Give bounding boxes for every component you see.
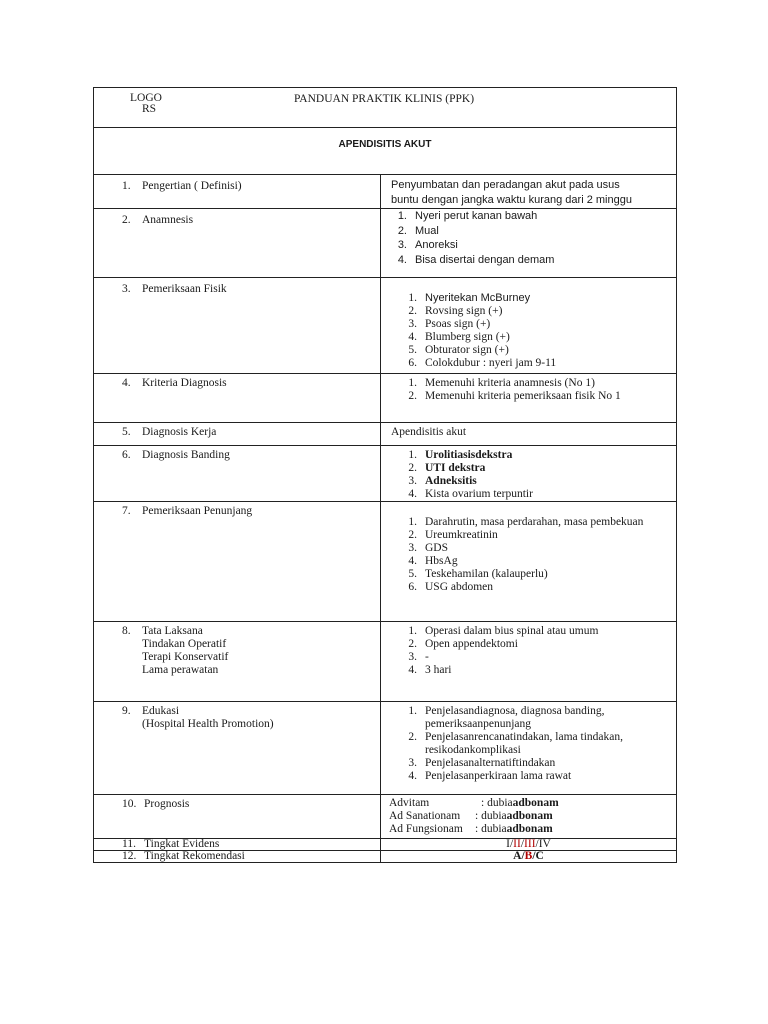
label-cell — [94, 702, 381, 795]
prognosis-fungsionam: Ad Fungsionam : dubia adbonam — [389, 823, 553, 835]
value-cell — [381, 278, 677, 374]
row-anamnesis — [94, 209, 677, 278]
list-item: 2. Memenuhi kriteria pemeriksaan fisik No 1 — [408, 390, 621, 402]
label-cell — [94, 278, 381, 374]
section-title: APENDISITIS AKUT — [94, 128, 677, 175]
list-item: 1. Nyeritekan McBurney — [408, 292, 531, 304]
list-item: 2. Mual — [397, 224, 439, 237]
list-item: 2. Open appendektomi — [408, 638, 518, 650]
list-item: 3. - — [408, 651, 429, 663]
row-label: Tata Laksana — [142, 625, 203, 637]
row-diagnosis-banding — [94, 446, 677, 502]
row-number: 1. — [122, 180, 131, 192]
row-pengertian — [94, 175, 677, 209]
row-pemeriksaan-fisik — [94, 278, 677, 374]
label-cell — [94, 209, 381, 278]
row-tata-laksana — [94, 622, 677, 702]
row-sublabel: Tindakan Operatif — [142, 638, 227, 650]
penunjang-list — [381, 516, 676, 594]
row-label: Pemeriksaan Penunjang — [142, 505, 253, 517]
row-kriteria-diagnosis — [94, 374, 677, 423]
row-label: Tingkat Rekomendasi — [144, 850, 245, 862]
label-cell — [94, 175, 381, 209]
row-number: 4. — [122, 377, 131, 389]
label-cell — [94, 839, 381, 851]
row-sublabel: Terapi Konservatif — [142, 651, 229, 663]
logo-text: LOGO — [130, 92, 162, 104]
list-item: 5. Teskehamilan (kalauperlu) — [408, 568, 548, 580]
anamnesis-list — [381, 209, 676, 267]
ppk-table — [93, 87, 677, 863]
row-tingkat-rekomendasi — [94, 851, 677, 863]
list-item: 2. Penjelasanrencanatindakan, lama tindakan, resikodankomplikasi — [408, 731, 623, 756]
prognosis-vitam: Advitam : dubia adbonam — [389, 797, 559, 809]
evidens-value: I/II/III/IV — [381, 839, 677, 851]
rekomendasi-value: A/B/C — [381, 851, 677, 863]
list-item: 4. Penjelasanperkiraan lama rawat — [408, 770, 572, 782]
list-item: 1. Urolitiasisdekstra — [408, 449, 513, 461]
tatalaksana-list — [381, 625, 676, 677]
label-cell — [94, 795, 381, 839]
row-label: Diagnosis Kerja — [142, 426, 217, 438]
row-pemeriksaan-penunjang — [94, 502, 677, 622]
banding-list — [381, 449, 676, 501]
row-label: Edukasi — [142, 705, 180, 717]
logo-placeholder — [94, 88, 162, 115]
label-cell — [94, 502, 381, 622]
label-cell — [94, 446, 381, 502]
value-cell — [381, 795, 677, 839]
label-cell — [94, 374, 381, 423]
label-cell — [94, 622, 381, 702]
label-cell — [94, 851, 381, 863]
list-item: 6. Colokdubur : nyeri jam 9-11 — [408, 357, 557, 369]
list-item: 1. Penjelasandiagnosa, diagnosa banding, pemeriksaanpenunjang — [408, 705, 605, 730]
fisik-list — [381, 292, 676, 370]
value-cell — [381, 446, 677, 502]
value-cell — [381, 702, 677, 795]
list-item: 3. Psoas sign (+) — [408, 318, 491, 330]
list-item: 4. 3 hari — [408, 664, 452, 676]
row-prognosis — [94, 795, 677, 839]
row-number: 8. — [122, 625, 131, 637]
row-number: 10. — [122, 798, 137, 810]
list-item: 2. Ureumkreatinin — [408, 529, 498, 541]
header-row — [94, 88, 677, 128]
row-edukasi — [94, 702, 677, 795]
hospital-abbrev: RS — [142, 103, 157, 115]
row-tingkat-evidens — [94, 839, 677, 851]
value-cell — [381, 209, 677, 278]
value-cell — [381, 374, 677, 423]
value-cell — [381, 622, 677, 702]
row-sublabel: (Hospital Health Promotion) — [142, 718, 274, 730]
row-label: Pengertian ( Definisi) — [142, 180, 242, 192]
list-item: 6. USG abdomen — [408, 581, 494, 593]
list-item: 5. Obturator sign (+) — [408, 344, 509, 356]
list-item: 3. GDS — [408, 542, 449, 554]
list-item: 4. Kista ovarium terpuntir — [408, 488, 533, 500]
list-item: 3. Adneksitis — [408, 475, 477, 487]
label-cell — [94, 423, 381, 446]
list-item: 1. Memenuhi kriteria anamnesis (No 1) — [408, 377, 595, 389]
evidens-highlight: III — [524, 838, 536, 850]
value-cell — [381, 502, 677, 622]
row-number: 11. — [122, 838, 136, 850]
edukasi-list — [381, 705, 676, 783]
row-label: Anamnesis — [142, 214, 194, 226]
list-item: 1. Operasi dalam bius spinal atau umum — [408, 625, 599, 637]
ppk-document — [93, 87, 676, 863]
list-item: 4. HbsAg — [408, 555, 458, 567]
kriteria-list — [381, 377, 676, 403]
list-item: 3. Penjelasanalternatiftindakan — [408, 757, 556, 769]
list-item: 1. Nyeri perut kanan bawah — [397, 210, 538, 222]
value-cell — [381, 175, 677, 209]
section-title-row — [94, 128, 677, 175]
list-item: 4. Blumberg sign (+) — [408, 331, 510, 343]
row-number: 9. — [122, 705, 131, 717]
list-item: 2. UTI dekstra — [408, 462, 486, 474]
row-number: 6. — [122, 449, 131, 461]
row-number: 2. — [122, 214, 131, 226]
list-item: 4. Bisa disertai dengan demam — [397, 253, 555, 266]
row-diagnosis-kerja — [94, 423, 677, 446]
value-cell — [381, 423, 677, 446]
row-number: 3. — [122, 283, 131, 295]
rekomendasi-highlight: B — [524, 850, 533, 862]
prognosis-sanationam: Ad Sanationam : dubia adbonam — [389, 810, 553, 822]
row-number: 5. — [122, 426, 131, 438]
document-title: PANDUAN PRAKTIK KLINIS (PPK) — [293, 93, 475, 105]
row-label: Prognosis — [144, 798, 190, 810]
list-item: 3. Anoreksi — [397, 239, 458, 251]
row-label: Diagnosis Banding — [142, 449, 230, 461]
diagnosis-kerja-value: Apendisitis akut — [391, 426, 467, 438]
row-number: 12. — [122, 850, 137, 862]
list-item: 1. Darahrutin, masa perdarahan, masa pembekuan — [408, 516, 644, 528]
row-number: 7. — [122, 505, 131, 517]
row-label: Kriteria Diagnosis — [142, 377, 227, 389]
row-label: Pemeriksaan Fisik — [142, 283, 227, 295]
evidens-highlight: II — [513, 838, 521, 850]
header-cell — [94, 88, 677, 128]
list-item: 2. Rovsing sign (+) — [408, 305, 503, 317]
definition-line: buntu dengan jangka waktu kurang dari 2 minggu — [391, 194, 632, 206]
definition-line: Penyumbatan dan peradangan akut pada usus — [391, 179, 620, 191]
row-sublabel: Lama perawatan — [142, 664, 219, 676]
row-label: Tingkat Evidens — [144, 838, 220, 850]
